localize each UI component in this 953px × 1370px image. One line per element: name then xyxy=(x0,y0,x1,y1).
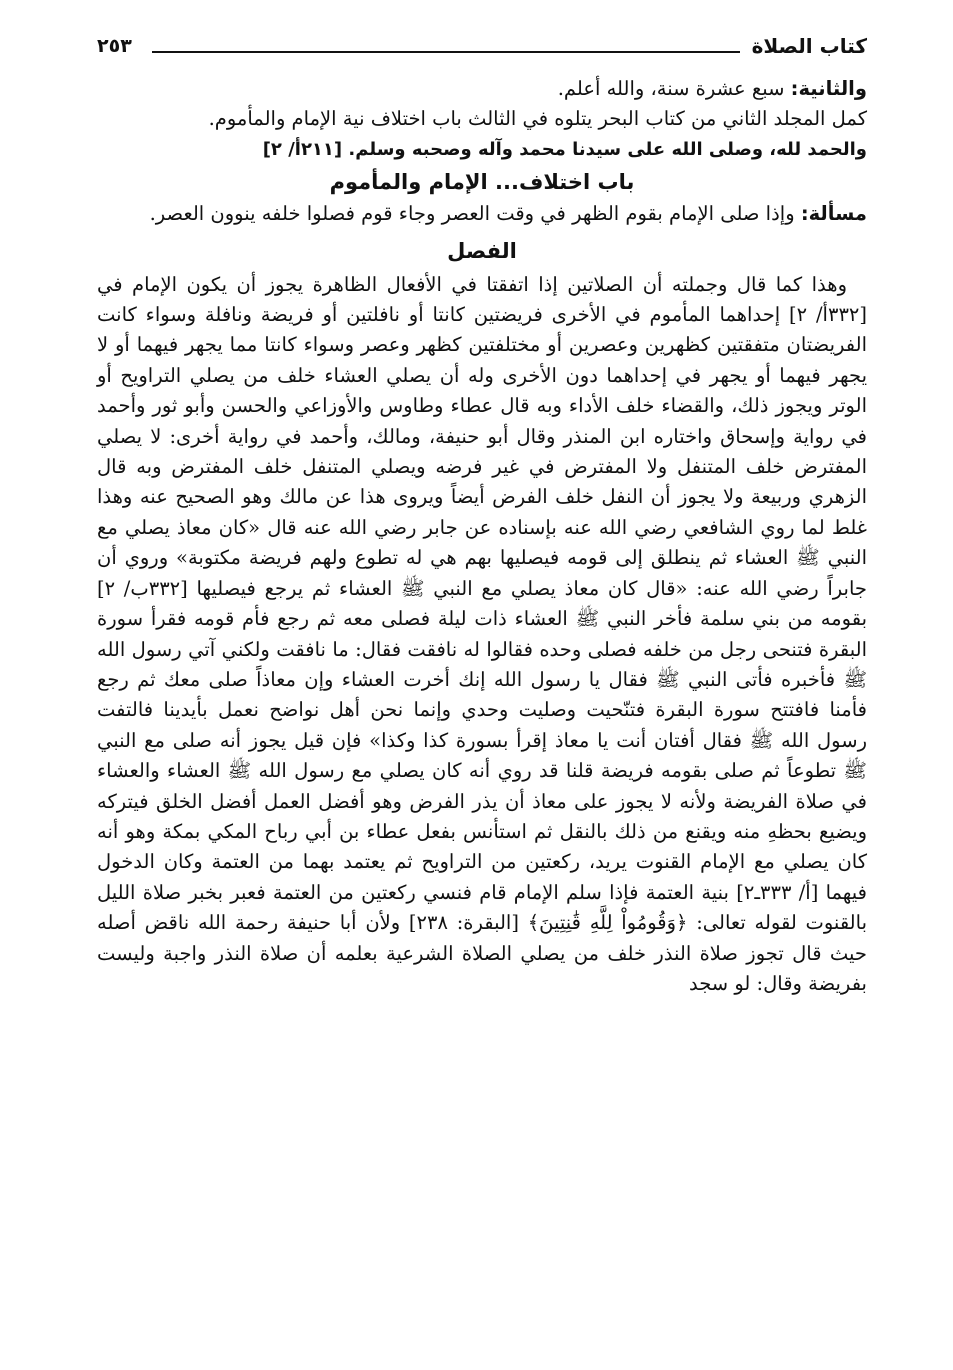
intro-line-2: كمل المجلد الثاني من كتاب البحر يتلوه في الثالث باب اختلاف نية الإمام والمأموم. xyxy=(208,107,867,131)
doxology-line: والحمد لله، وصلى الله على سيدنا محمد وآله وصحبه وسلم. [٢١١أ/ ٢] xyxy=(262,138,867,160)
question-paragraph xyxy=(97,199,867,229)
page-number: ٢٥٣ xyxy=(97,35,132,57)
chapter-heading: باب اختلاف... الإمام والمأموم xyxy=(329,170,635,195)
question-lead: مسألة: xyxy=(800,202,867,226)
intro-lead: والثانية: xyxy=(790,77,867,100)
body-paragraph: وهذا كما قال وجملته أن الصلاتين إذا اتفقتا في الأفعال الظاهرة يجوز أن يكون الإمام في [٣٣٢أ/ ٢] إحداهما المأموم في الأخرى فريضتين كانتا أو نافلتين أو فريضة ونافلة وسواء كانت الفريضتان متفقتين كظهرين وعصرين أو مختلفتين كظهر وعصر وسواء كانتا مما يجهر فيهما أو لا يجهر فيهما أو يجهر في إحداهما دون الأخرى وله أن يصلي العشاء خلف من يصلي التراويح أو الوتر ويجوز ذلك، والقضاء خلف الأداء وبه قال عطاء وطاوس والأوزاعي والحسن وأبو ثور وأحمد في رواية وإسحاق واختاره ابن المنذر وقال أبو حنيفة، ومالك، وأحمد في رواية أخرى: لا يصلي المفترض خلف المتنفل ولا المفترض في غير فرضه ويصلي المتنفل خلف المفترض وبه قال الزهري وربيعة ولا يجوز أن النفل خلف الفرض أيضاً ويروى هذا عن مالك وهو الصحيح عنه وهذا غلط لما روي الشافعي رضي الله عنه بإسناده عن جابر رضي الله عنه قال «كان معاذ يصلي مع النبي ﷺ العشاء ثم ينطلق إلى قومه فيصليها بهم هي له تطوع ولهم فريضة مكتوبة» وروي أن جابراً رضي الله عنه: «قال كان معاذ يصلي مع النبي ﷺ العشاء ثم يرجع فيصليها [٣٣٢ب/ ٢] بقومه من بني سلمة فأخر النبي ﷺ العشاء ذات ليلة فصلى معه ثم رجع فأم قومه فقرأ سورة البقرة فتنحى رجل من خلفه فصلى وحده فقالوا له نافقت فقال: ما نافقت ولكني آتي رسول الله ﷺ فأخبره فأتى النبي ﷺ فقال يا رسول الله إنك أخرت العشاء وإن معاذاً صلى معك ثم رجع فأمنا فافتتح سورة البقرة فتنّحيت وصليت وحدي وإنما نحن أهل نواضح نعمل بأيدينا فالتفت رسول الله ﷺ فقال أفتان أنت يا معاذ إقرأ بسورة كذا وكذا» فإن قيل يجوز أنه صلى مع النبي ﷺ تطوعاً ثم صلى بقومه فريضة قلنا قد روي أنه كان يصلي مع رسول الله ﷺ العشاء والعشاء في صلاة الفريضة ولأنه لا يجوز على معاذ أن يذر الفرض وهو أفضل العمل أفضل الخلق فيتركه ويضيع بحظهِ منه ويقنع من ذلك بالنقل ثم استأنس بفعل عطاء بن أبي رباح المكي بمكة وهو أنه كان يصلي مع الإمام القنوت يريد، ركعتين من التراويح ثم يعتمد بهما من العتمة وكان الدخول فيهما [أ/ ٣٣٣ـ٢] بنية العتمة فإذا سلم الإمام قام فنسي ركعتين من العتمة فعبر بخبر صلاة الليل بالقنوت لقوله تعالى: ﴿وَقُومُواْ لِلَّهِ قَٰنِتِينَ﴾ [البقرة: ٢٣٨] ولأن أبا حنيفة رحمة الله ناقض أصله حيث قال تجوز صلاة النذر خلف من يصلي الصلاة الشرعية بعلمه أن صلاة النذر واجبة وليست بفريضة وقال: لو سجد xyxy=(97,272,867,995)
header-rule xyxy=(152,51,740,53)
intro-line-1-text: سبع عشرة سنة، والله أعلم. xyxy=(557,77,791,100)
book-page xyxy=(97,28,867,999)
intro-line-1 xyxy=(97,74,867,104)
section-heading: الفصل xyxy=(447,238,517,263)
question-text: وإذا صلى الإمام بقوم الظهر في وقت العصر وجاء قوم فصلوا خلفه ينوون العصر. xyxy=(149,202,801,226)
running-header xyxy=(97,28,867,64)
body-text xyxy=(97,270,867,1000)
running-title: كتاب الصلاة xyxy=(751,34,867,58)
